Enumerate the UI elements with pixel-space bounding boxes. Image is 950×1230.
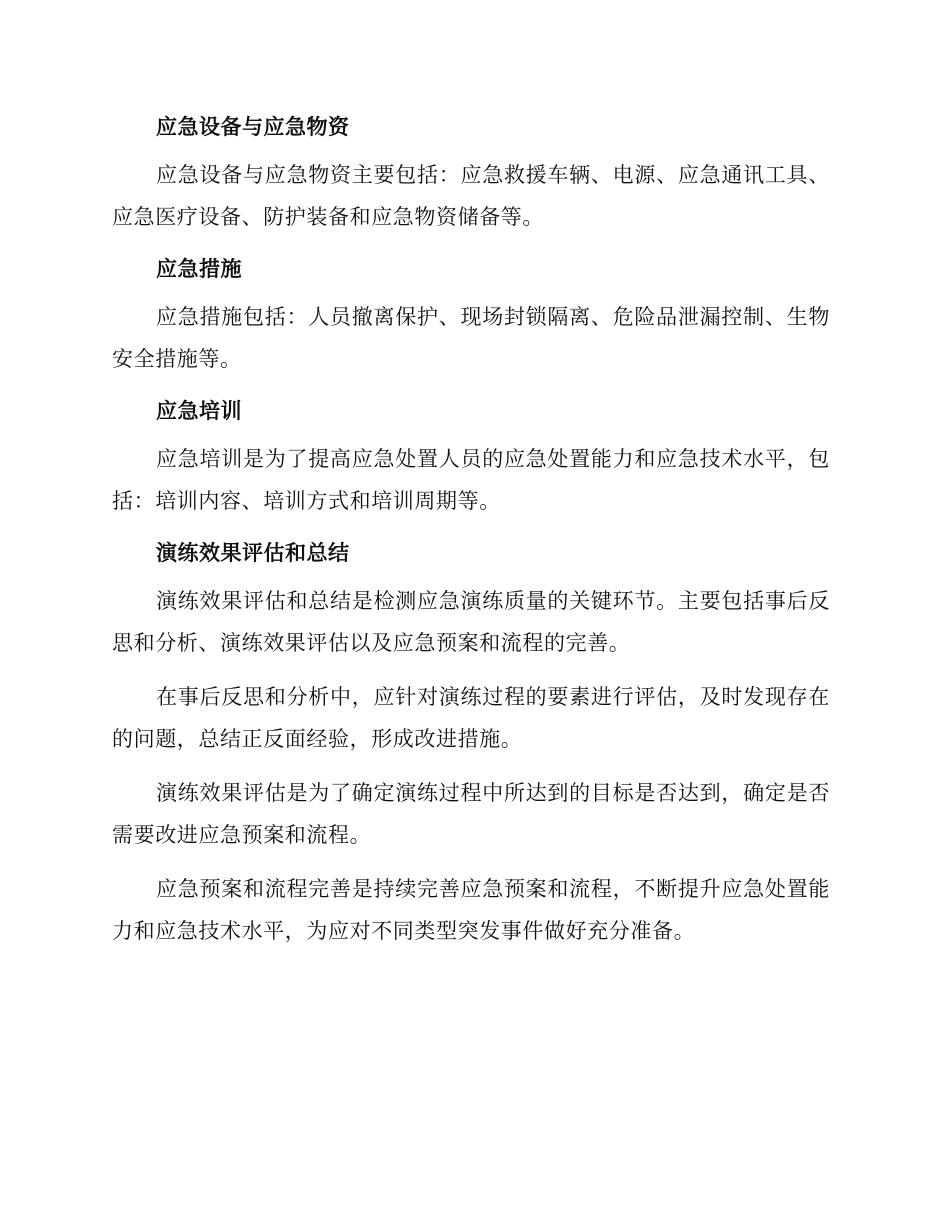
section-heading: 演练效果评估和总结: [156, 541, 350, 565]
section-drill-evaluation: [112, 534, 830, 952]
paragraph: 演练效果评估和总结是检测应急演练质量的关键环节。主要包括事后反思和分析、演练效果评估以及应急预案和流程的完善。: [112, 589, 830, 655]
paragraph: 应急措施包括：人员撤离保护、现场封锁隔离、危险品泄漏控制、生物安全措施等。: [112, 305, 830, 371]
section-heading: 应急培训: [156, 399, 242, 423]
paragraph: 演练效果评估是为了确定演练过程中所达到的目标是否达到，确定是否需要改进应急预案和流程。: [112, 781, 830, 847]
section-heading: 应急设备与应急物资: [156, 115, 350, 139]
paragraph: 在事后反思和分析中，应针对演练过程的要素进行评估，及时发现存在的问题，总结正反面经验，形成改进措施。: [112, 685, 830, 751]
paragraph: 应急培训是为了提高应急处置人员的应急处置能力和应急技术水平，包括：培训内容、培训方式和培训周期等。: [112, 447, 830, 513]
section-emergency-measures: [112, 250, 830, 380]
section-heading: 应急措施: [156, 257, 242, 281]
paragraph: 应急设备与应急物资主要包括：应急救援车辆、电源、应急通讯工具、应急医疗设备、防护装备和应急物资储备等。: [112, 163, 830, 229]
section-emergency-training: [112, 392, 830, 522]
paragraph: 应急预案和流程完善是持续完善应急预案和流程，不断提升应急处置能力和应急技术水平，为应对不同类型突发事件做好充分准备。: [112, 877, 830, 943]
section-emergency-equipment: [112, 108, 830, 238]
